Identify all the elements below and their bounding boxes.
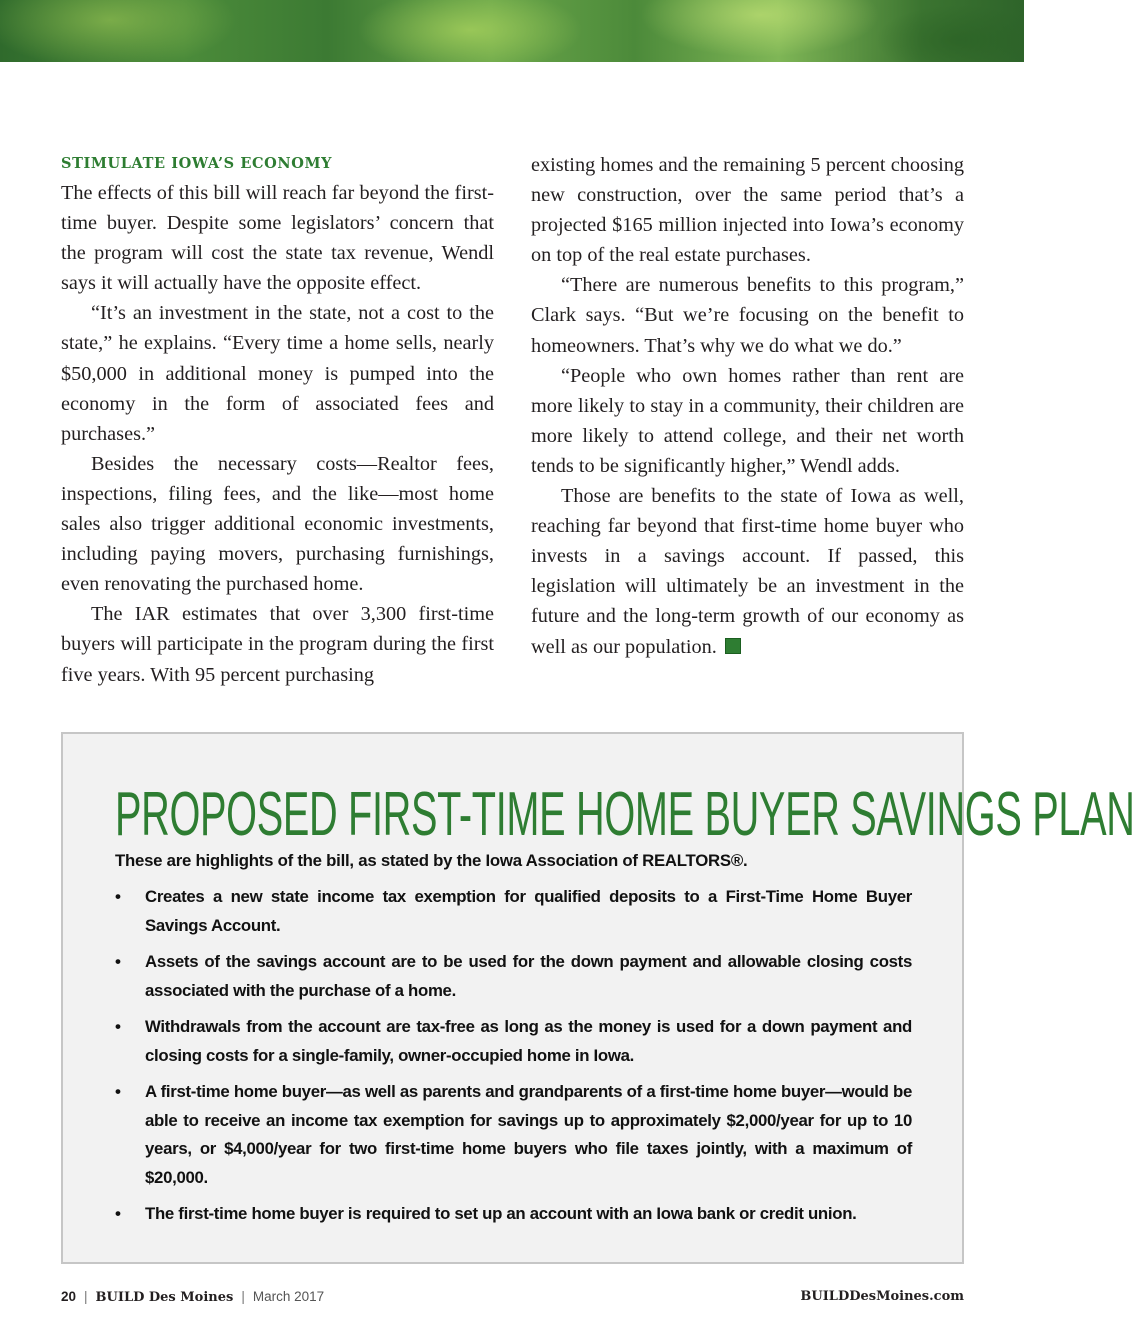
savings-plan-sidebar xyxy=(61,732,1135,1264)
list-item-text: Withdrawals from the account are tax-free as long as the money is used for a down payment and closing costs for a single-family, owner-occupied home in Iowa. xyxy=(145,1017,912,1065)
list-item xyxy=(115,1200,912,1229)
issue-date: March 2017 xyxy=(252,1289,325,1304)
article-paragraph: existing homes and the remaining 5 percent choosing new construction, over the same period that’s a projected $165 million injected into Iowa’s economy on top of the real estate purchases. xyxy=(531,154,964,267)
article-paragraph: Besides the necessary costs—Realtor fees, inspections, filing fees, and the like—most home sales also trigger additional economic investments, including paying movers, purchasing furnishings, even renovating the purchased home. xyxy=(61,452,494,596)
bullet-icon: • xyxy=(115,1204,121,1223)
article-paragraph: “People who own homes rather than rent are more likely to stay in a community, their children are more likely to attend college, and their net worth tends to be significantly higher,” Wendl adds. xyxy=(531,364,964,477)
header-foliage-banner xyxy=(0,0,1024,62)
sidebar-highlights-list xyxy=(115,883,912,1237)
sidebar-intro: These are highlights of the bill, as stated by the Iowa Association of REALTORS®. xyxy=(115,851,748,870)
list-item-text: The first-time home buyer is required to set up an account with an Iowa bank or credit union. xyxy=(145,1204,857,1223)
list-item-text: Creates a new state income tax exemption for qualified deposits to a First-Time Home Buyer Savings Account. xyxy=(145,887,912,935)
article-paragraph: The IAR estimates that over 3,300 first-time buyers will participate in the program during the first five years. With 95 percent purchasing xyxy=(61,603,494,686)
article-column-right xyxy=(531,150,964,662)
bullet-icon: • xyxy=(115,1082,121,1101)
page-footer xyxy=(61,1287,964,1307)
footer-separator: | xyxy=(84,1289,88,1304)
list-item-text: Assets of the savings account are to be used for the down payment and allowable closing costs associated with the purchase of a home. xyxy=(145,952,912,1000)
article-paragraph-text: Those are benefits to the state of Iowa as well, reaching far beyond that first-time home buyer who invests in a savings account. If passed, this legislation will ultimately be an investment in the future and the long-term growth of our economy as well as our population. xyxy=(531,485,964,658)
end-of-article-icon: B xyxy=(725,638,741,654)
bullet-icon: • xyxy=(115,952,121,971)
page-number: 20 xyxy=(61,1289,77,1304)
sidebar-title: PROPOSED FIRST-TIME HOME BUYER SAVINGS PLAN xyxy=(115,780,1135,849)
website-link[interactable]: BUILDDesMoines.com xyxy=(800,1289,964,1304)
article-paragraph: “There are numerous benefits to this program,” Clark says. “But we’re focusing on the benefit to homeowners. That’s why we do what we do.” xyxy=(531,274,964,357)
list-item xyxy=(115,948,912,1005)
list-item xyxy=(115,1078,912,1192)
bullet-icon: • xyxy=(115,887,121,906)
article-column-left xyxy=(61,150,494,690)
bullet-icon: • xyxy=(115,1017,121,1036)
article-paragraph: “It’s an investment in the state, not a cost to the state,” he explains. “Every time a home sells, nearly $50,000 in additional money is pumped into the economy in the form of associated fees and purchases.” xyxy=(61,302,494,445)
section-heading: STIMULATE IOWA’S ECONOMY xyxy=(61,155,333,172)
footer-separator: | xyxy=(241,1289,245,1304)
list-item xyxy=(115,1013,912,1070)
publication-name: BUILD Des Moines xyxy=(95,1290,234,1305)
article-paragraph: The effects of this bill will reach far beyond the first-time buyer. Despite some legislators’ concern that the program will cost the state tax revenue, Wendl says it will actually have the opposite effect. xyxy=(61,182,494,295)
list-item-text: A first-time home buyer—as well as parents and grandparents of a first-time home buyer—would be able to receive an income tax exemption for savings up to approximately $2,000/year for up to 10 years, or $4,000/year for two first-time home buyers who file taxes jointly, with a maximum of $20,000. xyxy=(145,1082,912,1187)
article-paragraph-final xyxy=(531,481,964,662)
list-item xyxy=(115,883,912,940)
